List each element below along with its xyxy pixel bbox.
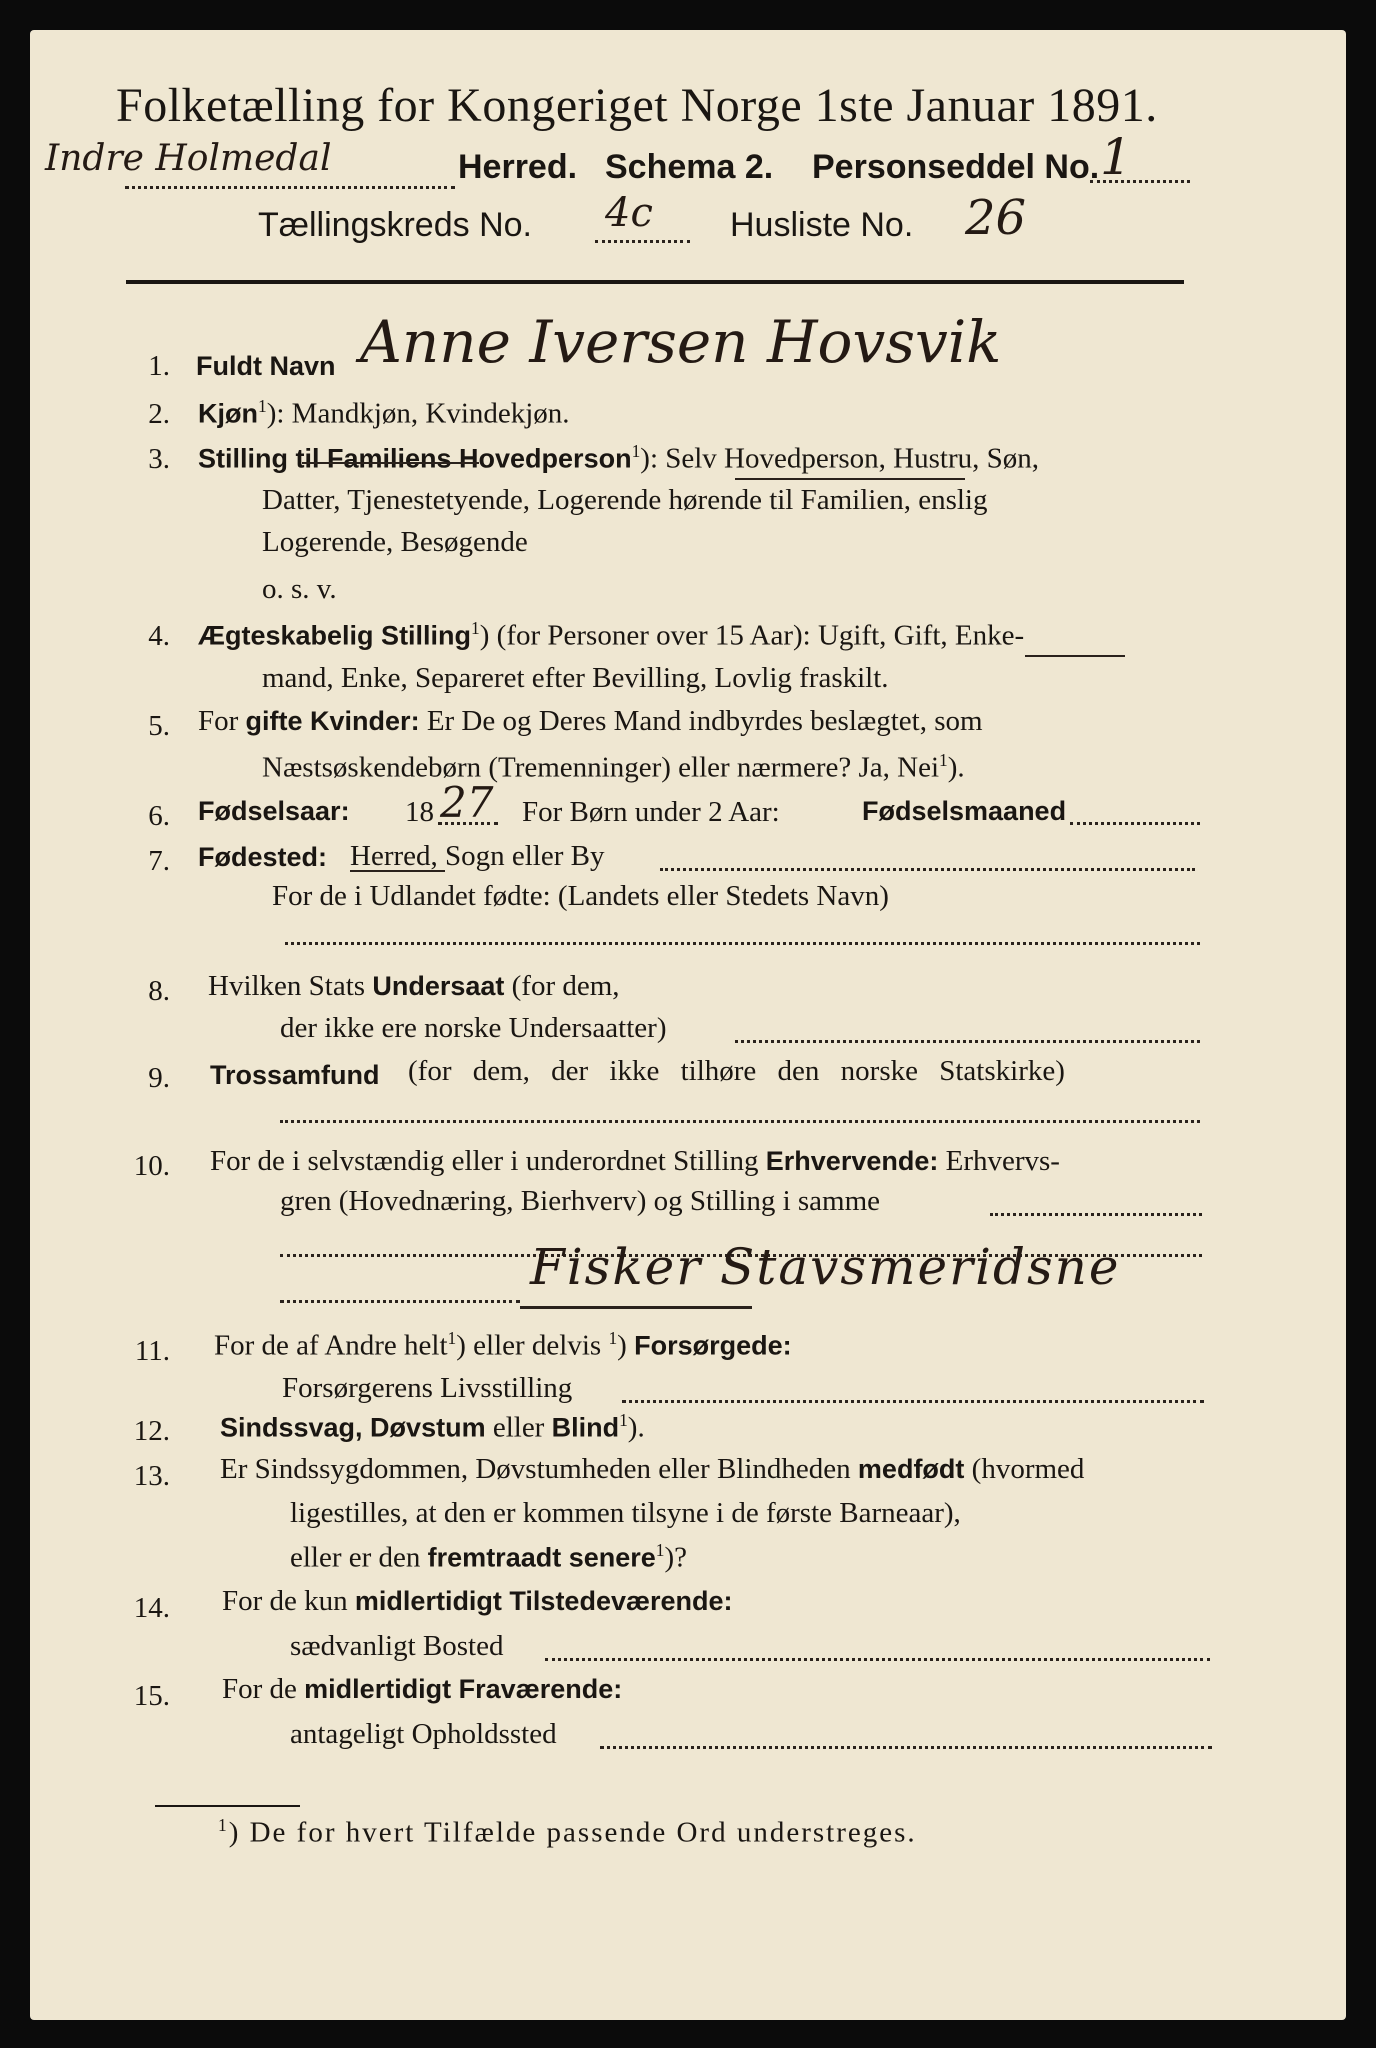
item-3-row [198,441,1039,476]
footnote-ref: 1 [447,1328,457,1348]
footnote-ref: 1 [631,441,641,461]
personseddel-label: Personseddel No. [812,148,1100,186]
personseddel-value: 1 [1100,128,1132,186]
text-gifte-2: Næstsøskendebørn (Tremenninger) eller nærmere? Ja, Nei [262,751,940,784]
item-13-row-3 [290,1540,687,1575]
label-fravaerende: midlertidigt Fraværende: [304,1674,623,1704]
label-fuldt-navn: Fuldt Navn [196,351,336,381]
label-aegteskabelig: Ægteskabelig Stilling [198,620,472,651]
text-hvilken-stats: Hvilken Stats [208,970,366,1002]
text-14-pre: For de kun [222,1585,348,1617]
text-born-under-2: For Børn under 2 Aar: [522,796,780,828]
item-number: 8. [148,975,170,1007]
bosted-dotted-line [545,1658,1210,1661]
label-blind: Blind [551,1412,620,1443]
item-number: 6. [148,800,170,832]
fodselsaar-prefix: 18 [405,796,434,828]
text-erhverv-1: Erhvervs- [945,1145,1060,1177]
forsorgerens-dotted-line [622,1400,1204,1403]
underline-selv-hovedperson [735,478,965,480]
kreds-value: 4c [605,190,653,236]
text-forsorgerens: Forsørgerens Livsstilling [282,1372,573,1404]
item-number: 5. [148,710,170,742]
herred-handwritten: Indre Holmedal [45,138,332,179]
item-number: 11. [134,1335,170,1367]
fodselsaar-dotted-line [438,822,498,825]
form-title: Folketælling for Kongeriget Norge 1ste Januar 1891. [116,79,1158,132]
fodselsaar-value: 27 [440,778,494,827]
footnote-rule [155,1805,300,1807]
label-fodselsmaaned: Fødselsmaaned [862,796,1067,826]
text-stilling-4: o. s. v. [262,573,337,605]
item-5-row [198,705,983,738]
footnote-ref: 1 [471,618,480,638]
underline-herred [350,870,445,872]
erhverv-dotted-line-1 [990,1213,1202,1216]
kreds-dotted-line [595,240,690,243]
item-4-row [198,618,1024,653]
footnote-ref: 1 [655,1540,665,1560]
label-stilling: Stilling til Familiens Hovedperson [198,443,632,474]
underline-fisker [520,1306,752,1309]
label-trossamfund: Trossamfund [210,1060,380,1090]
text-erhverv-2: gren (Hovednæring, Bierhverv) og Stilling i samme [280,1185,881,1217]
item-5-row-2 [262,750,965,785]
label-forsorgede: Forsørgede: [634,1330,792,1361]
erhverv-dotted-line-3 [280,1300,520,1303]
text-undersaat-2: der ikke ere norske Undersaatter) [280,1012,667,1044]
item-number: 15. [133,1680,170,1712]
underline-til-familiens [302,462,479,464]
fodselsmaaned-dotted-line [1070,822,1200,825]
udlandet-dotted-line [285,942,1200,945]
label-medfodt: medfødt [857,1454,965,1484]
value-fuldt-navn: Anne Iversen Hovsvik [360,308,1002,376]
text-gifte-end: ). [947,751,965,784]
text-15-pre: For de [222,1673,297,1705]
value-erhverv: Fisker Stavsmeridsne [530,1238,1121,1296]
herred-dotted-line [125,186,455,189]
label-kjon: Kjøn [198,398,258,429]
text-13-1a: Er Sindssygdommen, Døvstumheden eller Blindheden [220,1453,851,1485]
text-stilling-1: ): Selv Hovedperson, Hustru, Søn, [640,442,1040,475]
text-stilling-3: Logerende, Besøgende [262,526,528,558]
text-undersaat-1: (for dem, [511,970,620,1002]
item-number: 2. [148,398,170,430]
text-fodested-1: Herred, Sogn eller By [350,840,605,872]
label-gifte-kvinder: gifte Kvinder: [245,706,420,736]
text-trossamfund: (for dem, der ikke tilhøre den norske Statskirke) [408,1055,1065,1087]
text-eller: eller [492,1411,545,1444]
footnote-ref: 1 [608,1328,618,1348]
footnote-ref: 1 [619,1410,628,1430]
text-opholdssted: antageligt Opholdssted [290,1718,557,1750]
header-rule [126,280,1184,284]
text-erhverv-pre: For de i selvstændig eller i underordnet Stilling [210,1145,759,1177]
label-fremtraadt: fremtraadt senere [427,1542,656,1573]
footnote-ref: 1 [258,396,267,416]
item-13-row [220,1453,1084,1486]
item-number: 1. [148,350,170,382]
item-number: 4. [148,620,170,652]
text-13-3c: )? [664,1541,688,1574]
opholdssted-dotted-line [600,1746,1212,1749]
text-aegteskabelig-2: mand, Enke, Separeret efter Bevilling, Lovlig fraskilt. [262,662,889,694]
item-number: 13. [133,1460,170,1492]
item-15-row [222,1673,622,1706]
underline-gift [1025,655,1125,657]
kreds-label: Tællingskreds No. [258,206,532,244]
trossamfund-dotted-line [280,1120,1200,1123]
text-gifte-1: Er De og Deres Mand indbyrdes beslægtet, som [426,705,983,737]
husliste-label: Husliste No. [730,206,914,244]
label-sindssvag: Sindssvag, Døvstum [220,1412,486,1443]
footnote-ref: 1 [939,750,948,770]
footnote-marker: 1 [218,1815,229,1835]
undersaat-dotted-line [735,1040,1200,1043]
label-undersaat: Undersaat [372,971,505,1001]
personseddel-dotted-line [1090,180,1190,183]
text-13-1c: (hvormed [971,1453,1085,1485]
item-number: 12. [133,1415,170,1447]
item-number: 14. [133,1592,170,1624]
text-forsorg-mid: ) eller delvis [456,1329,602,1362]
husliste-value: 26 [965,190,1027,246]
footnote [218,1815,917,1850]
text-13-2: ligestilles, at den er kommen tilsyne i de første Barneaar), [290,1497,961,1529]
item-number: 9. [148,1062,170,1094]
item-number: 7. [148,845,170,877]
label-tilstedevaerende: midlertidigt Tilstedeværende: [354,1586,733,1616]
text-for: For [198,705,239,737]
text-kjon: ): Mandkjøn, Kvindekjøn. [266,397,570,430]
fodested-dotted-line [660,868,1195,871]
text-stilling-2: Datter, Tjenestetyende, Logerende hørende til Familien, enslig [262,484,988,516]
text-13-3a: eller er den [290,1541,421,1574]
footnote-text: ) De for hvert Tilfælde passende Ord understreges. [228,1816,917,1849]
text-aegteskabelig-1: ) (for Personer over 15 Aar): Ugift, Gift, Enke- [479,619,1025,652]
label-fodested: Fødested: [198,842,328,872]
item-14-row [222,1585,733,1618]
item-number: 3. [148,443,170,475]
item-2-row [198,396,570,431]
herred-label: Herred. [458,148,578,186]
text-saedvanligt-bosted: sædvanligt Bosted [290,1630,504,1662]
item-8-row [208,970,620,1003]
text-sindssvag-end: ). [627,1411,645,1444]
label-fodselsaar: Fødselsaar: [198,796,350,826]
item-12-row [220,1410,645,1445]
label-erhvervende: Erhvervende: [765,1146,939,1176]
text-forsorg-pre: For de af Andre helt [214,1329,448,1362]
item-11-row: For de af Andre helt$^1$) eller delvis $^1$) Forsørgede: [214,1328,792,1362]
item-number: 10. [133,1150,170,1182]
text-fodested-2: For de i Udlandet fødte: (Landets eller Stedets Navn) [272,880,889,912]
schema-label: Schema 2. [605,148,774,186]
item-10-row [210,1145,1060,1178]
